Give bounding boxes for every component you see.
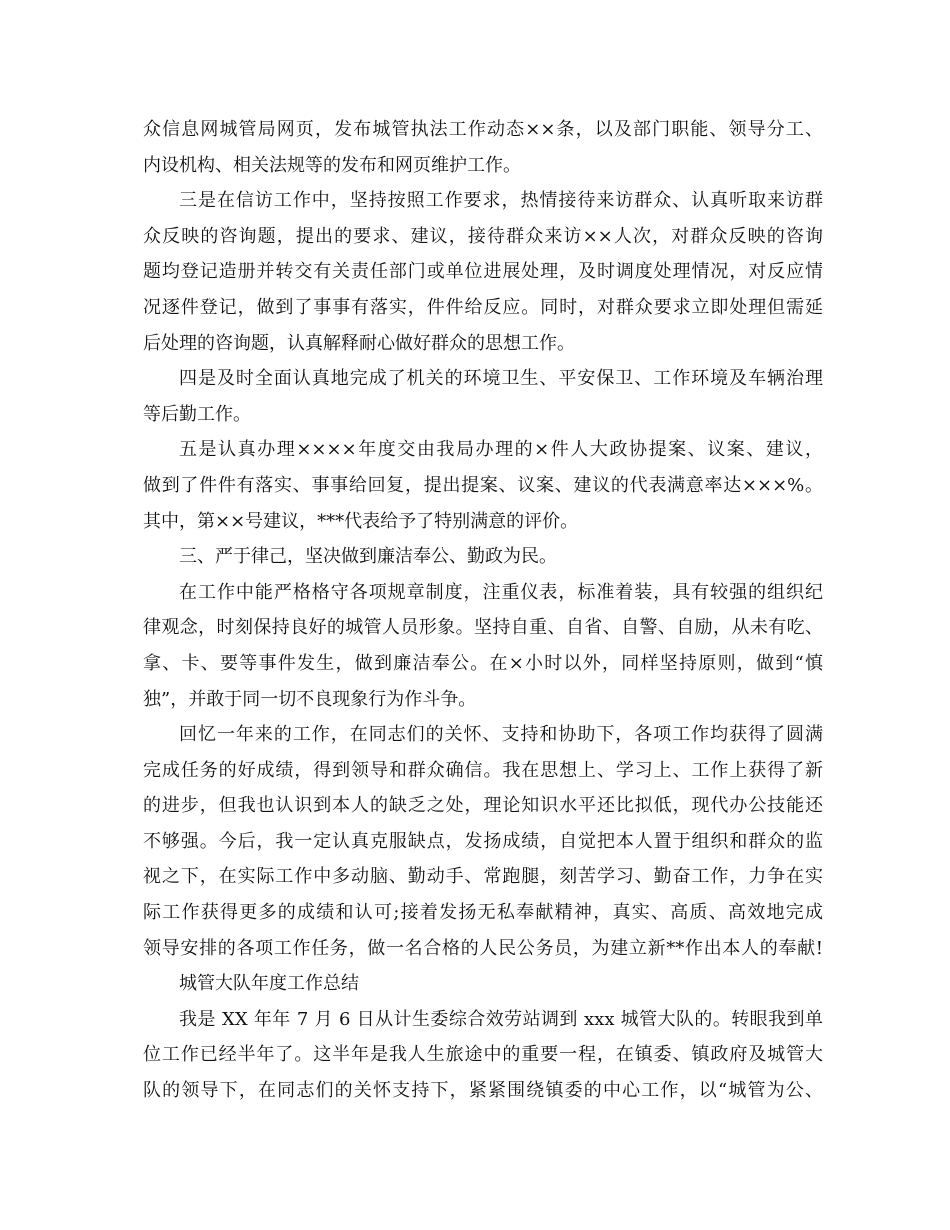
text-line: 众反映的咨询题，提出的要求、建议，接待群众来访××人次，对群众反映的咨询 [143,225,823,247]
text-line: 位工作已经半年了。这半年是我人生旅途中的重要一程，在镇委、镇政府及城管大 [143,1044,823,1066]
text-line: 领导安排的各项工作任务，做一名合格的人民公务员，为建立新**作出本人的奉献! [143,937,823,959]
text-line: 不够强。今后，我一定认真克服缺点，发扬成绩，自觉把本人置于组织和群众的监 [143,830,823,852]
text-line: 众信息网城管局网页，发布城管执法工作动态××条，以及部门职能、领导分工、 [143,119,823,140]
section-heading: 三、严于律己，坚决做到廉洁奉公、勤政为民。 [179,546,557,568]
text-line: 况逐件登记，做到了事事有落实，件件给反应。同时，对群众要求立即处理但需延 [143,296,823,318]
text-line: 完成任务的好成绩，得到领导和群众确信。我在思想上、学习上、工作上获得了新 [143,759,823,781]
text-line: 的进步，但我也认识到本人的缺乏之处，理论知识水平还比拟低，现代办公技能还 [143,795,823,817]
text-line: 做到了件件有落实、事事给回复，提出提案、议案、建议的代表满意率达×××%。 [143,474,823,496]
text-line: 际工作获得更多的成绩和认可;接着发扬无私奉献精神，真实、高质、高效地完成 [143,902,823,924]
paragraph-first-line: 回忆一年来的工作，在同志们的关怀、支持和协助下，各项工作均获得了圆满 [179,724,823,746]
paragraph-first-line: 三是在信访工作中，坚持按照工作要求，热情接待来访群众、认真听取来访群 [179,190,823,212]
text-line: 内设机构、相关法规等的发布和网页维护工作。 [143,154,521,176]
paragraph-first-line: 我是 XX 年年 7 月 6 日从计生委综合效劳站调到 xxx 城管大队的。转眼我到单 [179,1008,823,1030]
text-line: 后处理的咨询题，认真解释耐心做好群众的思想工作。 [143,332,575,354]
text-line: 题均登记造册并转交有关责任部门或单位进展处理，及时调度处理情况，对反应情 [143,261,823,283]
paragraph-first-line: 在工作中能严格格守各项规章制度，注重仪表，标准着装，具有较强的组织纪 [179,581,823,603]
text-line: 拿、卡、要等事件发生，做到廉洁奉公。在×小时以外，同样坚持原则，做到“慎 [143,652,823,674]
paragraph-first-line: 五是认真办理××××年度交由我局办理的×件人大政协提案、议案、建议， [179,439,823,461]
text-line: 独”，并敢于同一切不良现象行为作斗争。 [143,688,477,710]
text-line: 视之下，在实际工作中多动脑、勤动手、常跑腿，刻苦学习、勤奋工作，力争在实 [143,866,823,888]
text-line: 其中，第××号建议，***代表给予了特别满意的评价。 [143,510,579,532]
document-body [143,112,823,1109]
text-line: 等后勤工作。 [143,403,251,425]
text-line: 律观念，时刻保持良好的城管人员形象。坚持自重、自省、自警、自励，从未有吃、 [143,617,823,639]
paragraph-first-line: 四是及时全面认真地完成了机关的环境卫生、平安保卫、工作环境及车辆治理 [179,368,823,390]
text-line: 队的领导下，在同志们的关怀支持下，紧紧围绕镇委的中心工作，以“城管为公、 [143,1080,823,1102]
document-title: 城管大队年度工作总结 [179,973,359,995]
